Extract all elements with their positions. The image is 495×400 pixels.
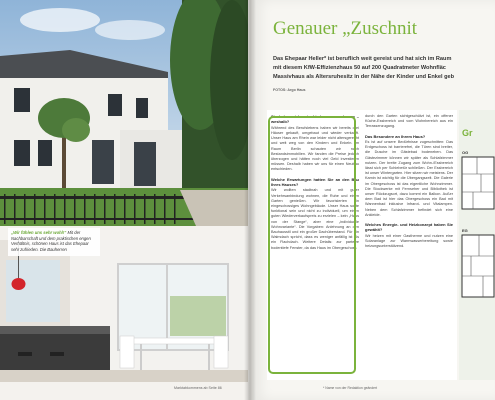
text-column-2	[365, 114, 453, 253]
article-headline: Genauer „Zuschnit	[273, 18, 418, 39]
footnote: * Name von der Redaktion geändert	[323, 386, 378, 390]
floorplan-sidebar	[459, 110, 495, 380]
house-exterior-photo	[0, 0, 248, 226]
article-intro	[273, 55, 495, 82]
photo-credit: FOTOS: Argo Haus	[273, 88, 306, 92]
floorplan-title: Gr	[462, 128, 473, 138]
interview-answer: Während des Berufslebens haben wir bereits drei Häuser gekauft, umgebaut und wieder verkauft. Unser Haus am Rhein war leider nicht altersgerecht und weit weg von den Kindern und Enkeln. Im Raum Berlin schauten wir nach Bestandsimmobilien. Wir fanden die Preise jedoch überzogen und hätten noch viel Geld investieren müssen. Deshalb haben wir uns für einen Neubau entschieden.	[271, 125, 359, 172]
intro-line: mit diesem KfW-Effizienzhaus 50 auf 200 Quadratmeter Wohnfläc	[273, 65, 446, 71]
interview-question: Sie haben sich entschieden neu zu bauen – weshalb?	[271, 114, 359, 125]
floorplan-eg	[461, 234, 495, 298]
photo-caption	[8, 228, 100, 256]
intro-line: Das Ehepaar Heller* ist beruflich weit gereist und hat sich im Raum	[273, 56, 452, 62]
right-page	[253, 0, 495, 400]
interior-kitchen-photo	[0, 240, 248, 382]
interview-question: Das Besondere an Ihrem Haus?	[365, 133, 426, 139]
page-spine-shadow	[244, 0, 256, 400]
intro-line: Massivhaus als Altersruhesitz in der Nähe der Kinder und Enkel geb	[273, 74, 455, 80]
interview-question: Welche Erwartungen hatten Sie an den Bau Ihres Hauses?	[271, 176, 359, 188]
caption-text: Mit der Nachbarschaft und dem praktischen engen Verhältnis, schönen Haus ist das Ehepaar sehr zufrieden. Die Bauherren	[11, 230, 91, 252]
interview-answer: Es ist auf unsere Bedürfnisse zugeschnitten: Das Erdgeschoss ist barrierefrei, die Türen sind breiter, die Dusche im Gästebad bodeneben. Das Gästezimmer können wir später als Schlafzimmer nutzen. Der breite Zugang zum Wohn-/Essbereich lässt sich per Schiebetür schließen. Der Essbereich ist unser Wintergarten. Hier sitzen wir meistens. Der Kamin ist wichtig für die Übergangszeit. Die Galerie im Obergeschoss ist das eigentliche Wohnzimmer. Die Stockwerke mit Fernseher und Bibliothek ist unser Rückzugsort, dazu kommt ein Balkon. Außer dem Bad ist hier das Obergeschoss ein Bad mit Wannenbad inklusive Infrarot- und Vitalampen. Neben dem Schlafzimmer befindet sich eine Ankleide.	[365, 140, 453, 217]
text-column-1	[271, 114, 359, 255]
interview-question: Welches Energie- und Heizkonzept haben Sie gewählt?	[365, 222, 453, 233]
left-page-footer: Marktabkommens ab Seite 86	[174, 386, 222, 390]
caption-title: „Wir fühlen uns sehr wohl!“	[11, 230, 67, 235]
floor-label-eg: EG	[462, 228, 468, 233]
interview-answer: durch den Garten sichtgeschützt ist, ein offener Küche-Essbereich und vom Wohnbereich aus ein Terrassenzugang.	[365, 114, 453, 129]
floorplan-og	[461, 156, 495, 210]
interview-answer: Wir wollten stadtnah und mit guter Verkehrsanbindung wohnen, die Ruhe und einen Garten genießen. Wir favorisierten ein eingeschossiges Wohngebäude. Unser Haus sollte funktional sein und nicht zu individuell, um einen guten Wiederverkaufspreis zu erzielen – kein „Haus von der Stange“, aber eine „individuelle Wohnvariante“. Die Vorgaben: Anlehnung an den Bauhausstil und ein großer Dachüberstand. Für ein Walmdach spricht, dass es weniger anfällig ist als ein Flachdach. Weitere Details: zur parterre bodentiefe Fenster, da das Haus im Obergeschoss	[271, 188, 359, 250]
floor-label-og: OG	[462, 150, 469, 155]
interview-text-area	[267, 110, 457, 380]
interview-answer: Wir heizen mit einer Gastherme und nutzen eine Solaranlage zur Warmwasserbereitung sowie heizungsunterstützend.	[365, 233, 453, 249]
